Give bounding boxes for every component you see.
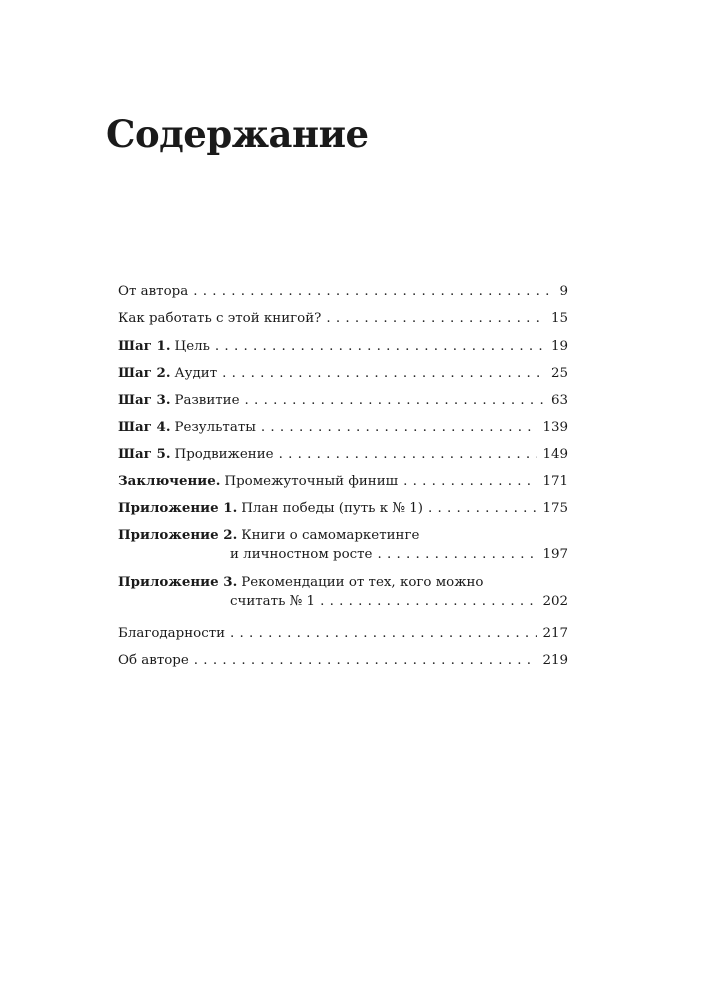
toc-leader-dots bbox=[326, 311, 546, 327]
toc-page-number: 149 bbox=[542, 447, 568, 462]
toc-entry-label: Шаг 1. bbox=[118, 338, 171, 354]
toc-page-number: 63 bbox=[550, 393, 568, 408]
toc-entry-title-continuation: и личностном росте bbox=[230, 547, 373, 562]
toc-entry-label: Заключение. bbox=[118, 473, 221, 489]
toc-entry-how-to-use[interactable] bbox=[118, 311, 568, 327]
toc-entry-about-author[interactable] bbox=[118, 653, 568, 669]
toc-page-number: 219 bbox=[542, 653, 568, 668]
toc-page-number: 175 bbox=[542, 501, 568, 516]
toc-entry-label: Шаг 3. bbox=[118, 392, 171, 408]
toc-entry-label: Шаг 2. bbox=[118, 365, 171, 381]
toc-entry-step-1[interactable] bbox=[118, 338, 568, 354]
toc-entry-label: Приложение 3. bbox=[118, 574, 238, 590]
toc-entry-title: Аудит bbox=[174, 366, 218, 381]
toc-entry-step-4[interactable] bbox=[118, 419, 568, 435]
toc-leader-dots bbox=[428, 501, 537, 517]
toc-entry-step-3[interactable] bbox=[118, 392, 568, 408]
toc-leader-dots bbox=[320, 594, 537, 610]
toc-leader-dots bbox=[279, 447, 538, 463]
toc-leader-dots bbox=[261, 420, 538, 436]
toc-entry-title: Как работать с этой книгой? bbox=[118, 311, 322, 326]
page-title: Содержание bbox=[106, 112, 369, 156]
toc-entry-title: Книги о самомаркетинге bbox=[241, 528, 420, 543]
toc-entry-appendix-2[interactable] bbox=[118, 527, 568, 563]
toc-page-number: 202 bbox=[542, 594, 568, 609]
toc-page-number: 171 bbox=[542, 474, 568, 489]
toc-leader-dots bbox=[378, 547, 538, 563]
toc-page-number: 197 bbox=[542, 547, 568, 562]
toc-page-number: 217 bbox=[542, 626, 568, 641]
toc-entry-label: Шаг 5. bbox=[118, 446, 171, 462]
toc-leader-dots bbox=[245, 393, 546, 409]
toc-leader-dots bbox=[230, 626, 537, 642]
toc-entry-title: Об авторе bbox=[118, 653, 189, 668]
toc-entry-title-continuation: считать № 1 bbox=[230, 594, 316, 609]
toc-entry-title: Цель bbox=[174, 339, 210, 354]
toc-page-number: 139 bbox=[542, 420, 568, 435]
table-of-contents bbox=[118, 284, 568, 680]
toc-page-number: 15 bbox=[550, 311, 568, 326]
toc-entry-acknowledgements[interactable] bbox=[118, 626, 568, 642]
toc-leader-dots bbox=[194, 653, 538, 669]
toc-page-number: 9 bbox=[559, 284, 568, 299]
toc-entry-title: План победы (путь к № 1) bbox=[241, 501, 424, 516]
toc-leader-dots bbox=[193, 284, 554, 300]
toc-entry-step-5[interactable] bbox=[118, 446, 568, 462]
toc-entry-label: Приложение 2. bbox=[118, 527, 238, 543]
toc-entry-title: Результаты bbox=[174, 420, 256, 435]
toc-leader-dots bbox=[403, 474, 537, 490]
toc-entry-title: Развитие bbox=[174, 393, 240, 408]
toc-entry-title: Промежуточный финиш bbox=[224, 474, 399, 489]
toc-entry-title: От автора bbox=[118, 284, 189, 299]
toc-page-number: 19 bbox=[550, 339, 568, 354]
toc-page-number: 25 bbox=[550, 366, 568, 381]
toc-entry-label: Приложение 1. bbox=[118, 500, 238, 516]
toc-entry-step-2[interactable] bbox=[118, 365, 568, 381]
toc-entry-appendix-3[interactable] bbox=[118, 574, 568, 610]
toc-leader-dots bbox=[222, 366, 546, 382]
toc-entry-title: Рекомендации от тех, кого можно bbox=[241, 575, 484, 590]
toc-entry-appendix-1[interactable] bbox=[118, 500, 568, 516]
toc-entry-title: Благодарности bbox=[118, 626, 226, 641]
toc-leader-dots bbox=[215, 339, 546, 355]
toc-entry-label: Шаг 4. bbox=[118, 419, 171, 435]
toc-entry-from-author[interactable] bbox=[118, 284, 568, 300]
toc-entry-title: Продвижение bbox=[174, 447, 274, 462]
toc-entry-conclusion[interactable] bbox=[118, 473, 568, 489]
